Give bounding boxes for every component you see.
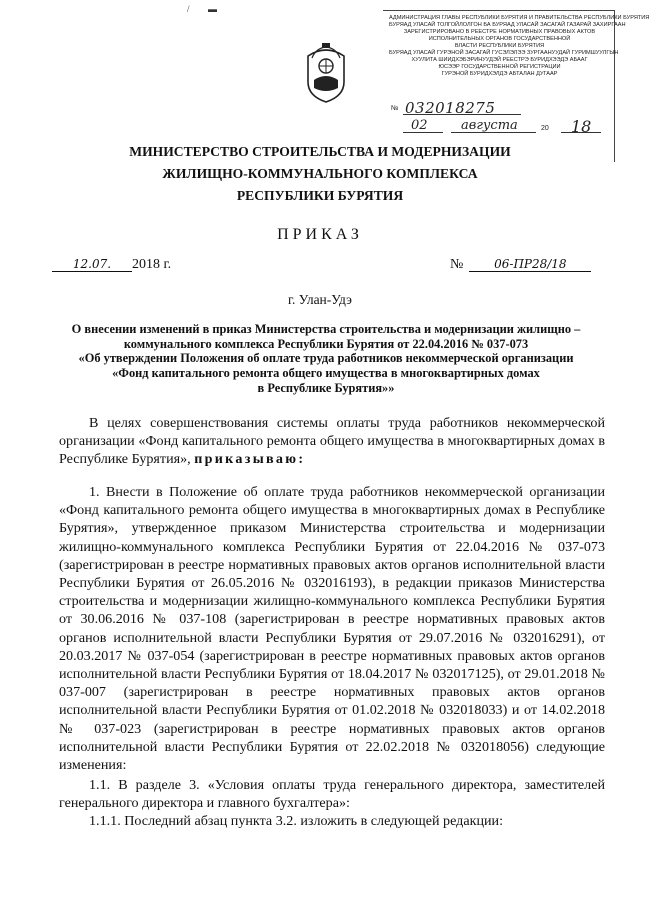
stamp-line: ХУУЛИТА ШИИДХЭБЭРИНУУДЭЙ РЕЕСТРЭ БУРИДХЭЭДЭ АБААГ [411,57,588,63]
order-year: 2018 г. [132,257,172,272]
ministry-name-line-3: РЕСПУБЛИКИ БУРЯТИЯ [236,188,404,203]
order-number-label: № [450,257,464,272]
title-line: в Республике Бурятия»» [257,380,395,395]
stamp-day: 02 [411,118,428,133]
title-line: коммунального комплекса Республики Бурятия от 22.04.2016 № 037-073 [123,336,529,351]
stamp-line: ИСПОЛНИТЕЛЬНЫХ ОРГАНОВ ГОСУДАРСТВЕННОЙ [428,36,571,42]
stamp-line: БУРЯАД УЛАСАЙ ТОЛГОЙЛОЛГОН БА БУРЯАД УЛАСАЙ ЗАСАГАЙ ГАЗАРАЙ ЗАХИРГААН [389,22,626,28]
city: г. Улан-Удэ [288,292,352,307]
registration-stamp [383,10,649,162]
scan-mark-right: ▬ [208,4,217,14]
stamp-line: ЮСЭЭР ГОСУДАРСТВЕННОЙ РЕГИСТРАЦИИ [438,64,561,70]
coat-of-arms-emblem [302,42,350,104]
stamp-registration-block [391,99,606,136]
stamp-line: АДМИНИСТРАЦИЯ ГЛАВЫ РЕСПУБЛИКИ БУРЯТИЯ И ПРАВИТЕЛЬСТВА РЕСПУБЛИКИ БУРЯТИЯ [389,15,649,21]
order-number-handwritten: 06-ПР28/18 [469,257,591,272]
order-title [50,322,602,396]
item-1-1-paragraph: 1.1. В разделе 3. «Условия оплаты труда генерального директора, заместителей генерального директора и главного бухгалтера»: [59,777,605,812]
title-line: «Фонд капитального ремонта общего имущества в многоквартирных домах [112,366,540,381]
title-line: «Об утверждении Положения об оплате труда работников некоммерческой организации [78,351,574,366]
item-1-paragraph: 1. Внести в Положение об оплате труда работников некоммерческой организации «Фонд капитального ремонта общего имущества в многоквартирных домах в Республике Бурятия», утвержденное приказом Министерства строительства и модернизации жилищно-коммунального комплекса Республики Бурятия от 22.04.2016 № 037-073 (зарегистрирован в реестре нормативных правовых актов органов исполнительной власти Республики Бурятия от 26.05.2016 № 032016193), в редакции приказов Министерства строительства и модернизации жилищно-коммунального комплекса Республики Бурятия от 30.06.2016 № 037-108 (зарегистрирован в реестре нормативных правовых актов органов исполнительной власти Республики Бурятия от 29.07.2016 № 032016291), от 20.03.2017 № 037-054 (зарегистрирован в реестре нормативных правовых актов органов исполнительной власти Республики Бурятия от 18.04.2017 № 032017125), от 29.01.2018 № 037-007 (зарегистрирован в реестре нормативных правовых актов органов исполнительной власти Республики Бурятия от 01.02.2018 № 032018033) и от 14.02.2018 № 037-023 (зарегистрирован в реестре нормативных правовых актов органов исполнительной власти Республики Бурятия от 22.02.2018 № 032018056) следующие изменения: [59,484,605,774]
preamble-decree-word: приказываю: [194,451,306,468]
order-date-handwritten: 12.07. [52,257,132,272]
stamp-line: БУРЯАД УЛАСАЙ ГУРЭНОЙ ЗАСАГАЙ ГУСЭЛЭЛЭЭ ЗУРГААНУУДАЙ ГУРИМШУУЛГЫН [389,50,619,56]
title-line: О внесении изменений в приказ Министерства строительства и модернизации жилищно – [71,322,581,336]
stamp-line: ЗАРЕГИСТРИРОВАНО В РЕЕСТРЕ НОРМАТИВНЫХ ПРАВОВЫХ АКТОВ [403,29,596,35]
ministry-name-line-1: МИНИСТЕРСТВО СТРОИТЕЛЬСТВА И МОДЕРНИЗАЦИИ [129,144,511,159]
preamble-text: В целях совершенствования системы оплаты труда работников некоммерческой организации «Фонд капитального ремонта общего имущества в многоквартирных домах в Республике Бурятия», [59,415,605,468]
stamp-number-label: № [391,105,399,112]
preamble-paragraph [59,414,605,469]
order-number [450,257,591,273]
document-type: ПРИКАЗ [277,226,363,243]
stamp-line: ВЛАСТИ РЕСПУБЛИКИ БУРЯТИЯ [454,43,545,49]
item-1-1-1-paragraph: 1.1.1. Последний абзац пункта 3.2. изложить в следующей редакции: [89,813,503,829]
stamp-registration-number: 032018275 [405,99,496,117]
stamp-line: ГУРЭНОЙ БУРИДХЭЛДЭ АБТАЛАН ДУГААР [441,71,558,77]
stamp-year-suffix: 18 [571,117,592,136]
scan-mark-left: / [187,4,190,14]
stamp-year-prefix: 20 [541,125,549,132]
order-date [52,257,171,273]
ministry-name-line-2: ЖИЛИЩНО-КОММУНАЛЬНОГО КОМПЛЕКСА [162,166,478,181]
stamp-month: августа [461,118,518,133]
